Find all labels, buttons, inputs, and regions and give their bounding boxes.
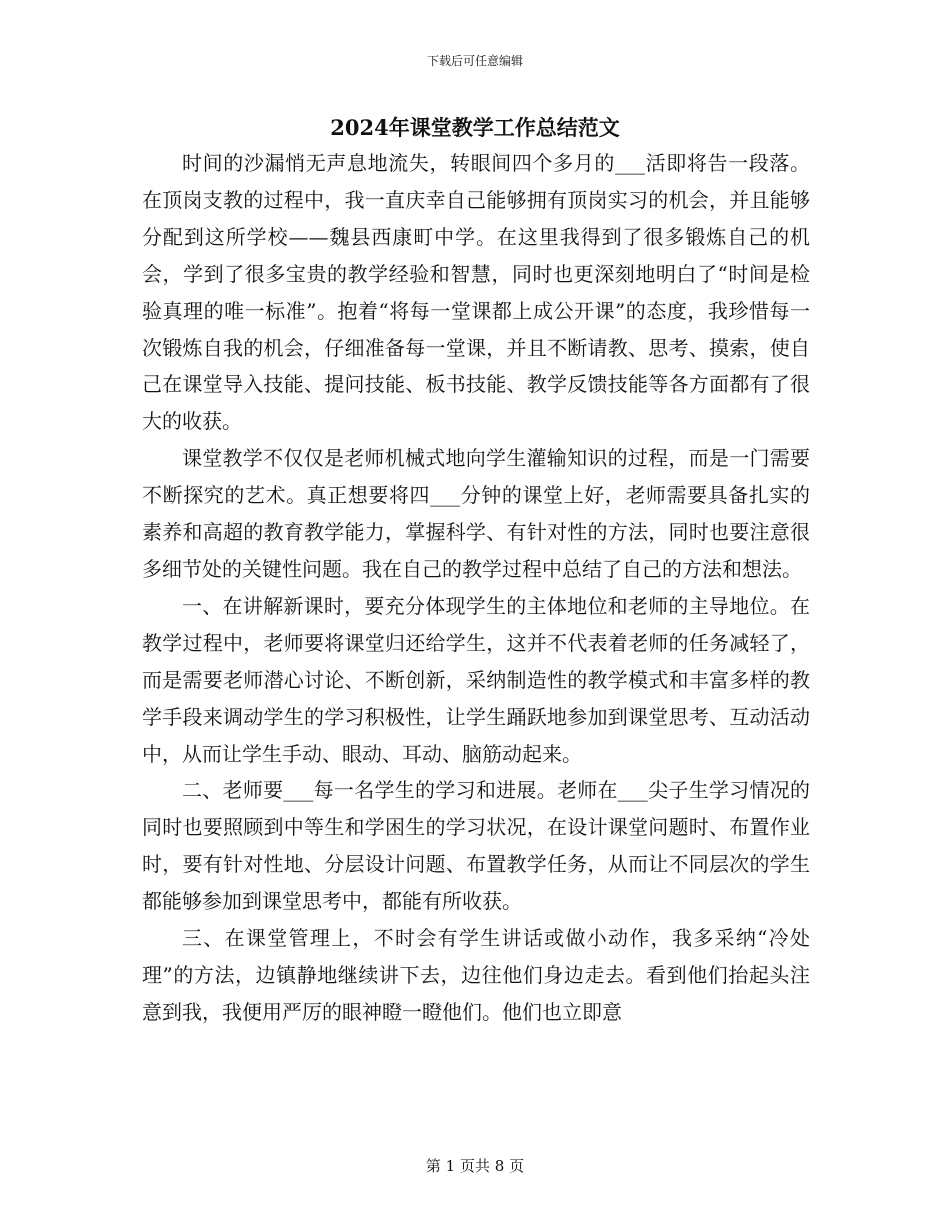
document-body bbox=[142, 145, 810, 1031]
paragraph: 课堂教学不仅仅是老师机械式地向学生灌输知识的过程，而是一门需要不断探究的艺术。真正想要将四___分钟的课堂上好，老师需要具备扎实的素养和高超的教育教学能力，掌握科学、有针对性的方法，同时也要注意很多细节处的关键性问题。我在自己的教学过程中总结了自己的方法和想法。 bbox=[142, 446, 810, 581]
page-number: 第 1 页共 8 页 bbox=[425, 1157, 525, 1175]
paragraph: 一、在讲解新课时，要充分体现学生的主体地位和老师的主导地位。在教学过程中，老师要将课堂归还给学生，这并不代表着老师的任务减轻了，而是需要老师潜心讨论、不断创新，采纳制造性的教学模式和丰富多样的教学手段来调动学生的学习积极性，让学生踊跃地参加到课堂思考、互动活动中，从而让学生手动、眼动、耳动、脑筋动起来。 bbox=[142, 593, 810, 766]
document-title: 2024年课堂教学工作总结范文 bbox=[330, 115, 620, 140]
paragraph: 三、在课堂管理上，不时会有学生讲话或做小动作，我多采纳“冷处理”的方法，边镇静地继续讲下去，边往他们身边走去。看到他们抬起头注意到我，我便用严厉的眼神瞪一瞪他们。他们也立即意 bbox=[142, 926, 810, 1024]
paragraph: 二、老师要___每一名学生的学习和进展。老师在___尖子生学习情况的同时也要照顾到中等生和学困生的学习状况，在设计课堂问题时、布置作业时，要有针对性地、分层设计问题、布置教学任务，从而让不同层次的学生都能够参加到课堂思考中，都能有所收获。 bbox=[142, 778, 810, 914]
page-header-note: 下载后可任意编辑 bbox=[426, 54, 523, 68]
paragraph: 时间的沙漏悄无声息地流失，转眼间四个多月的___活即将告一段落。在顶岗支教的过程中，我一直庆幸自己能够拥有顶岗实习的机会，并且能够分配到这所学校——魏县西康町中学。在这里我得到了很多锻炼自己的机会，学到了很多宝贵的教学经验和智慧，同时也更深刻地明白了“时间是检验真理的唯一标准”。抱着“将每一堂课都上成公开课”的态度，我珍惜每一次锻炼自我的机会，仔细准备每一堂课，并且不断请教、思考、摸索，使自己在课堂导入技能、提问技能、板书技能、教学反馈技能等各方面都有了很大的收获。 bbox=[142, 151, 810, 434]
